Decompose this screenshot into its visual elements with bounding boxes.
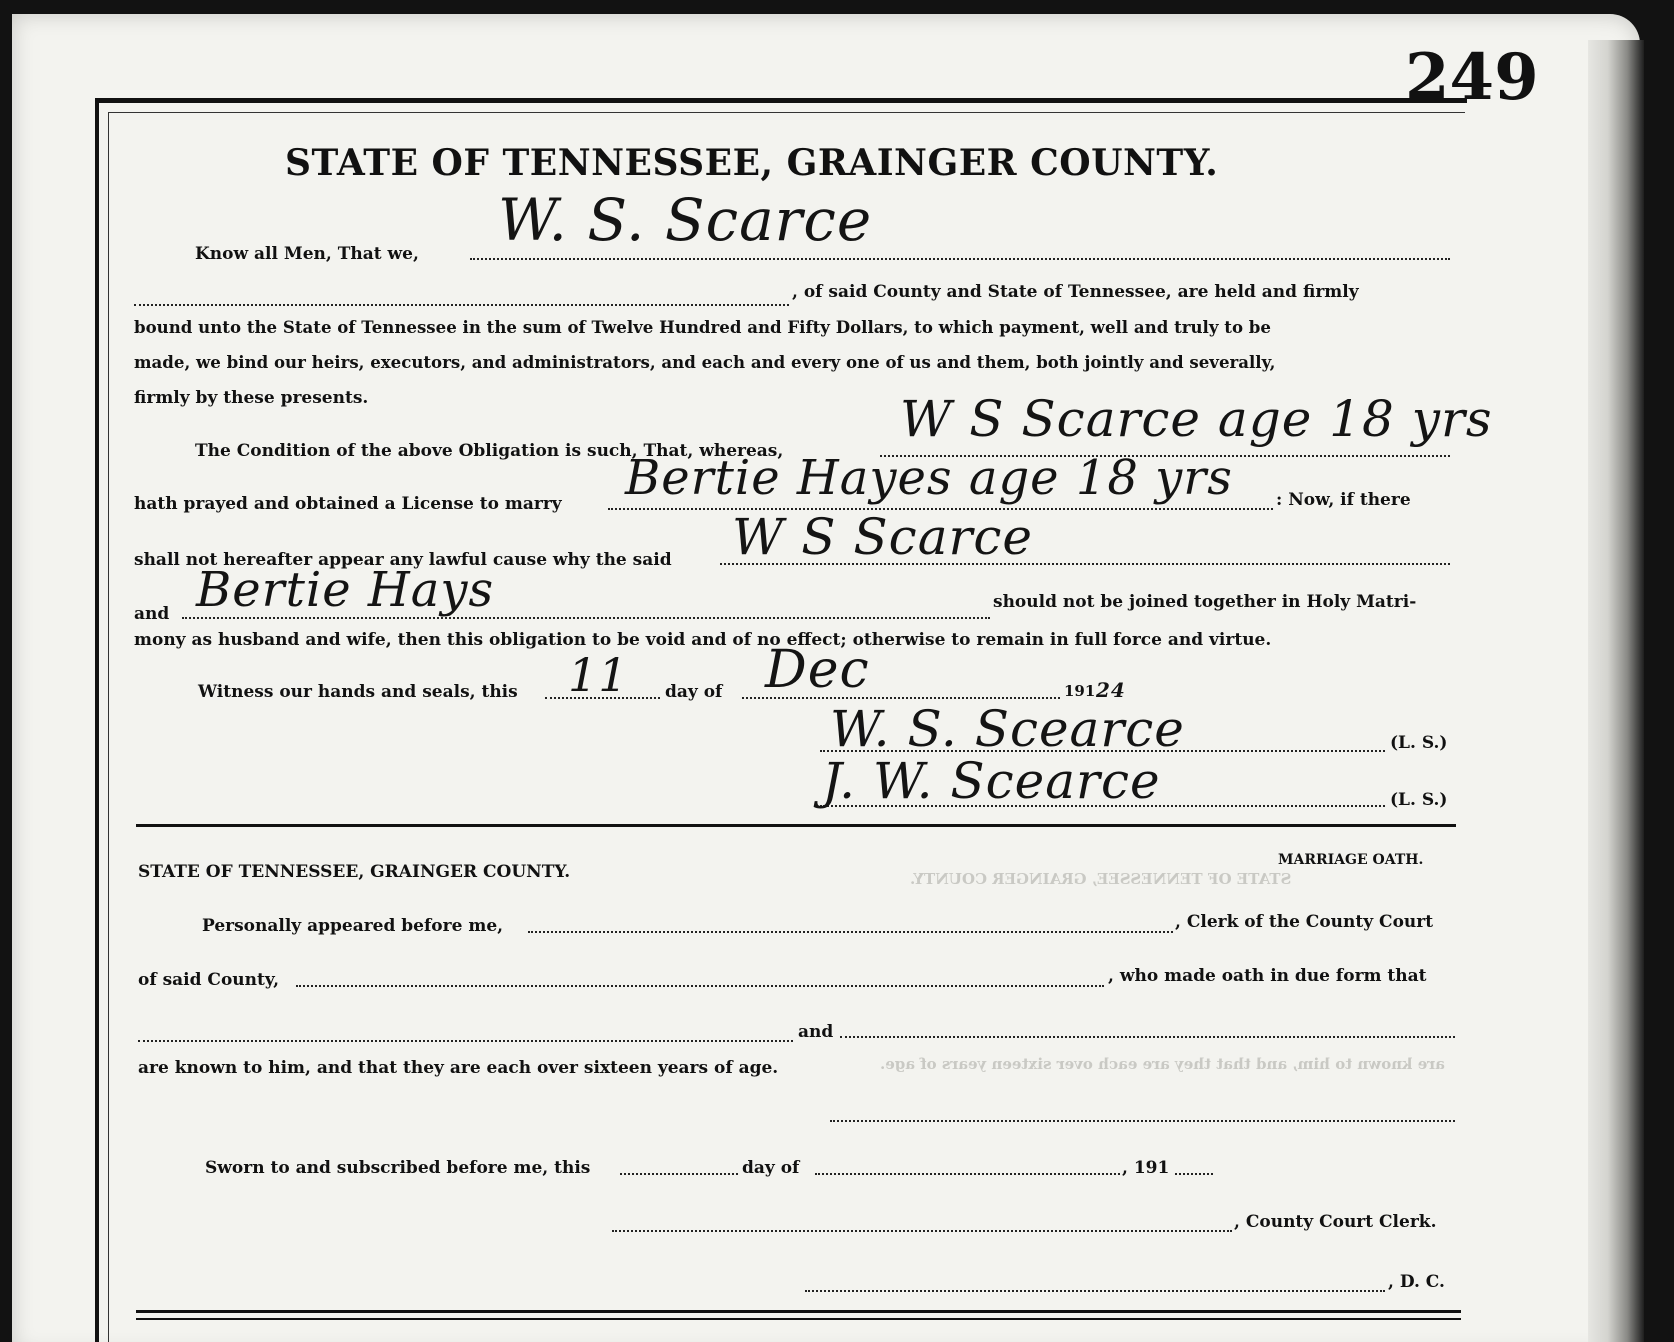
county-clerk-label: , County Court Clerk. <box>1234 1212 1437 1232</box>
clerk-label: , Clerk of the County Court <box>1175 912 1434 932</box>
bride-name-handwritten: Bertie Hays <box>196 562 495 618</box>
obligor-handwritten: W. S. Scarce <box>498 186 873 254</box>
signature-2-handwritten: J. W. Scearce <box>822 752 1161 810</box>
bottom-rule-thin <box>136 1318 1461 1320</box>
groom-entry-handwritten: W S Scarce age 18 yrs <box>900 390 1493 448</box>
shall-not-label: shall not hereafter appear any lawful cause why the said <box>134 550 672 570</box>
witness-month-handwritten: Dec <box>765 640 870 700</box>
sworn-month-line <box>815 1173 1120 1175</box>
oath-label: , who made oath in due form that <box>1108 966 1427 986</box>
oath-and-label: and <box>798 1022 834 1042</box>
bride-entry-handwritten: Bertie Hayes age 18 yrs <box>625 450 1233 506</box>
know-all-men-label: Know all Men, That we, <box>195 244 419 264</box>
should-not-label: should not be joined together in Holy Matri- <box>993 592 1417 612</box>
bond-text-line-1: , of said County and State of Tennessee, are held and firmly <box>792 282 1359 302</box>
sworn-day-line <box>620 1173 738 1175</box>
and-label: and <box>134 604 170 624</box>
known-label: are known to him, and that they are each over sixteen years of age. <box>138 1058 779 1078</box>
seal-label-2: (L. S.) <box>1390 790 1448 810</box>
bond-text-line-2: bound unto the State of Tennessee in the sum of Twelve Hundred and Fifty Dollars, to which payment, well and truly to be <box>134 317 1271 337</box>
section-divider <box>136 824 1456 827</box>
condition-label: The Condition of the above Obligation is such, That, whereas, <box>195 441 784 461</box>
bride-oath-line <box>840 1036 1455 1038</box>
applicant-line <box>296 985 1104 987</box>
day-of-label: day of <box>665 682 723 702</box>
mony-line: mony as husband and wife, then this obligation to be void and of no effect; otherwise to remain in full force and virtue. <box>134 630 1272 650</box>
oath-county-header: STATE OF TENNESSEE, GRAINGER COUNTY. <box>138 862 571 882</box>
page-number: 249 <box>1405 40 1539 115</box>
bleed-through-text: are known to him, and that they are each over sixteen years of age. <box>880 1055 1445 1073</box>
bond-text-line-4: firmly by these presents. <box>134 388 369 408</box>
sworn-day-of-label: day of <box>742 1158 800 1178</box>
appeared-label: Personally appeared before me, <box>202 916 504 936</box>
obligor-line <box>470 258 1450 260</box>
sworn-label: Sworn to and subscribed before me, this <box>205 1158 591 1178</box>
book-spine-edge <box>1588 40 1644 1342</box>
bottom-rule <box>136 1310 1461 1313</box>
clerk-name-line <box>528 931 1173 933</box>
affiant-signature-line <box>830 1120 1455 1122</box>
deputy-clerk-signature-line <box>805 1290 1385 1292</box>
sworn-year-line <box>1175 1173 1213 1175</box>
bleed-through-text: STATE OF TENNESSEE, GRAINGER COUNTY. <box>910 870 1292 888</box>
marriage-oath-header: MARRIAGE OATH. <box>1278 852 1424 868</box>
license-label: hath prayed and obtained a License to marry <box>134 494 562 514</box>
county-clerk-signature-line <box>612 1230 1232 1232</box>
form-title: STATE OF TENNESSEE, GRAINGER COUNTY. <box>285 142 1219 184</box>
signature-1-handwritten: W. S. Scearce <box>830 700 1185 758</box>
sworn-year-label: , 191 <box>1122 1158 1170 1178</box>
groom-name-handwritten: W S Scarce <box>732 508 1033 566</box>
witness-label: Witness our hands and seals, this <box>198 682 518 702</box>
witness-day-handwritten: 11 <box>568 648 629 702</box>
now-if-there-label: : Now, if there <box>1276 490 1411 510</box>
blank-line <box>134 304 789 306</box>
of-said-county-label: of said County, <box>138 970 280 990</box>
year-printed: 191 <box>1064 682 1096 700</box>
year-handwritten: 24 <box>1096 678 1126 702</box>
groom-oath-line <box>138 1040 793 1042</box>
bond-text-line-3: made, we bind our heirs, executors, and administrators, and each and every one of us and them, both jointly and severally, <box>134 352 1276 372</box>
dc-label: , D. C. <box>1388 1272 1445 1292</box>
seal-label-1: (L. S.) <box>1390 733 1448 753</box>
